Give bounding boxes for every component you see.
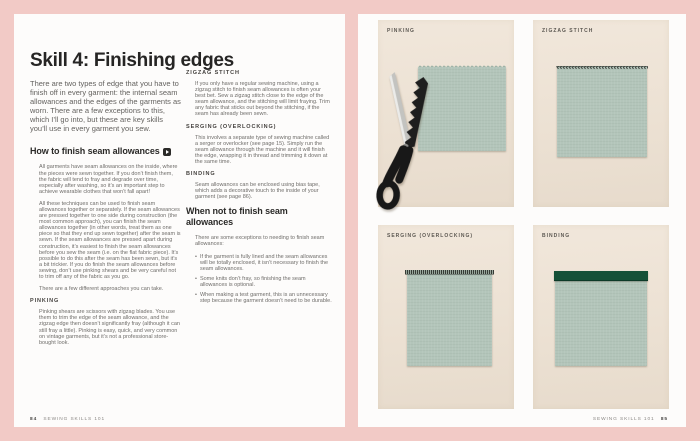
photo-panel-pinking [378,20,514,207]
how-to-paragraph-3: There are a few different approaches you can take. [39,286,164,293]
panel-label: ZIGZAG STITCH [542,28,594,34]
zigzag-heading: ZIGZAG STITCH [186,70,240,76]
list-item [195,254,332,272]
when-not-heading: When not to finish seam allowances [186,206,288,228]
bullet-icon: • [195,275,197,282]
panel-label: SERGING (OVERLOCKING) [387,233,474,239]
intro-paragraph: There are two types of edge that you have to finish off in every garment: the internal seam allowances and the edges of the garments as worn. There are a few exceptions to this, which I’ll go into, but these are key skills you’ll use in every garment you sew. [30,79,181,133]
bullet-text-3: When making a test garment, this is an unnecessary step because the garment doesn’t need to be durable. [199,291,332,305]
when-not-heading-row [186,206,332,228]
how-to-heading: How to finish seam allowances [30,146,160,157]
fabric-swatch-bound [555,271,647,366]
bullet-text-2: Some knits don’t fray, so finishing the seam allowances is optional. [199,275,306,288]
how-to-paragraph-2: All these techniques can be used to finish seam allowances together or separately. If the seam allowances are pressed together to one side during construction (the most common approach), you can finish the seam allowances together (in other words, treat them as one piece so that they end up sewn together) after the seam is sewn. If the seam allowances are pressed apart during construction, it’s easiest to finish the seam allowances before you sew the seam (i.e. on the flat fabric piece). It’s possible to do this after the seam has been sewn, but it’s a bit trickier. If you do finish the seam allowances before sewing, don’t use pinking shears and be very careful not to trim off any of the fabric as you go. [39,200,181,281]
video-play-icon [163,148,171,156]
left-page [14,14,345,427]
page-title: Skill 4: Finishing edges [30,50,234,71]
page-number: 84 [30,417,38,422]
left-page-footer [30,417,109,422]
when-not-intro: There are some exceptions to needing to finish seam allowances: [195,235,325,248]
how-to-paragraph-1: All garments have seam allowances on the inside, where the pieces were sewn together. If you don’t finish them, the fabric will tend to fray and degrade over time, especially after washing, so it’s an important step to achieve wearable clothes that won’t fall apart! [39,164,178,195]
pinking-shears-icon [370,66,442,215]
fabric-swatch-zigzag [557,66,647,157]
serged-edge [405,270,494,274]
binding-paragraph: Seam allowances can be enclosed using bias tape, which adds a decorative touch to the inside of your garment (see page 86). [195,182,320,201]
photo-panel-serging [378,225,514,409]
list-item [195,276,332,288]
panel-label: BINDING [542,233,571,239]
bullet-text-1: If the garment is fully lined and the seam allowances will be totally enclosed, it isn’t necessary to finish the seam allowances. [199,253,329,272]
when-not-bullet-list [186,254,332,305]
pinking-paragraph: Pinking shears are scissors with zigzag blades. You use them to trim the edge of the seam allowance, and the zigzag edge then doesn’t significantly fray (although it can still fray a little). Pinking is easy, quick, and very common on vintage garments, but it’s not a professional store-bought look. [39,309,180,346]
right-page-footer [589,417,668,422]
bullet-icon: • [195,253,197,260]
right-page [358,14,686,427]
binding-band [554,271,648,281]
pinking-heading: PINKING [30,298,60,305]
fabric-swatch-serged [407,271,492,366]
running-head: SEWING SKILLS 101 [43,417,106,422]
pinked-edge [418,65,506,67]
binding-heading: BINDING [186,171,216,178]
zigzag-stitch-edge [556,66,648,69]
panel-label: PINKING [387,28,415,34]
running-head: SEWING SKILLS 101 [592,417,655,422]
how-to-heading-row [30,146,181,157]
serging-heading: SERGING (OVERLOCKING) [186,123,277,130]
serging-paragraph: This involves a separate type of sewing machine called a serger or overlocker (see page 15). Simply run the seam allowance through the machine and it will finish the edge, wrapping it in thread and trimming it down at the same time. [195,134,330,165]
middle-column [186,67,332,308]
bullet-icon: • [195,291,197,298]
photo-panel-zigzag [533,20,669,207]
page-number: 85 [660,417,668,422]
photo-panel-binding [533,225,669,409]
list-item [195,292,332,304]
zigzag-paragraph: If you only have a regular sewing machine, using a zigzag stitch to finish seam allowances is often your best bet. Sew a zigzag stitch close to the edge of the seam allowance, and the stitching will limit fraying. Trim any fabric that sticks out beyond the stitching, if the seam has already been sewn. [195,81,330,118]
play-triangle-icon [166,150,169,154]
